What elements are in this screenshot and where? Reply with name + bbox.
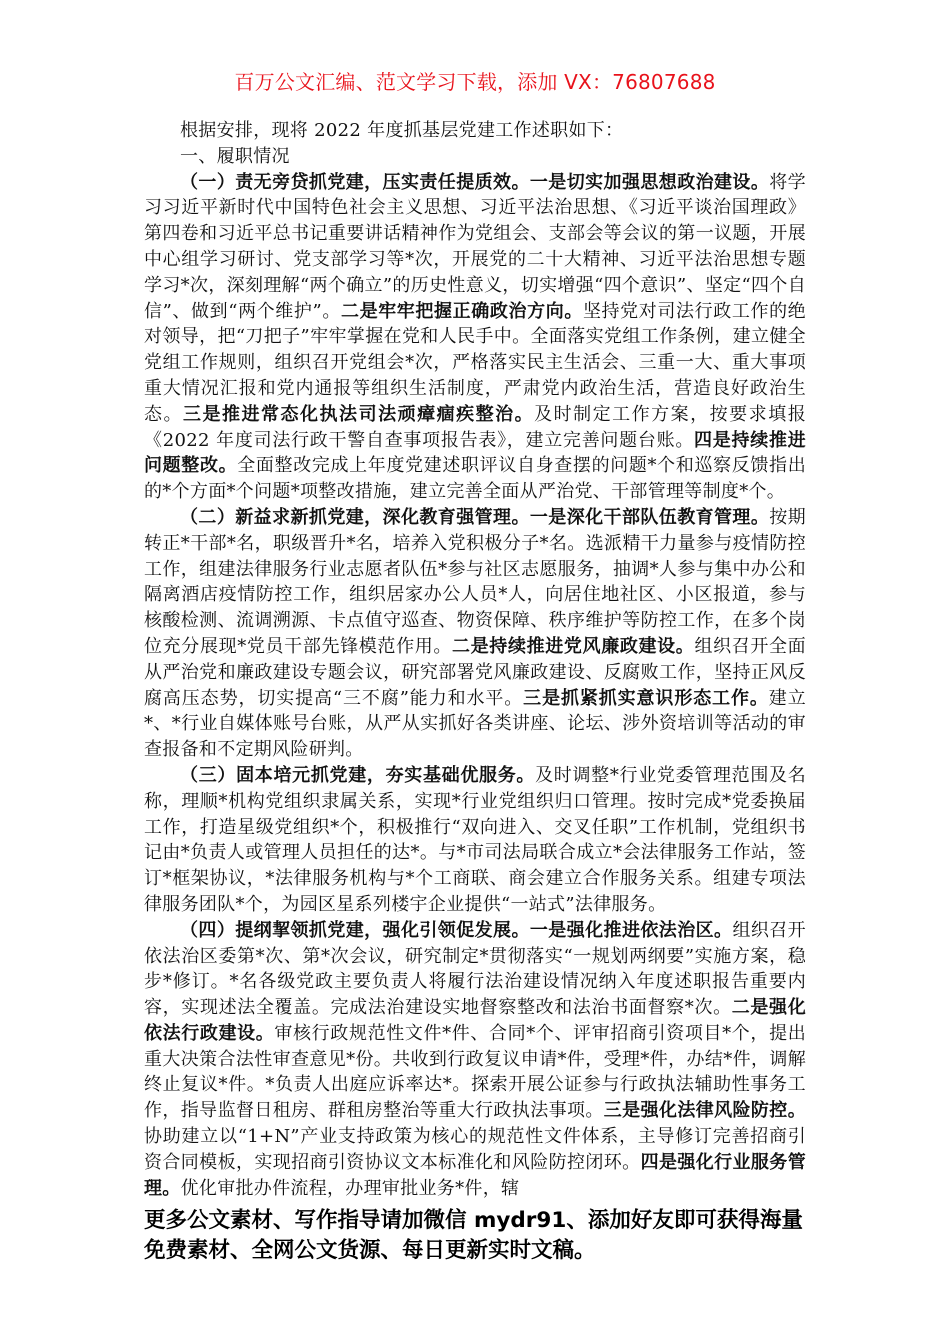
paragraph-4 [144, 918, 806, 1202]
report-body [144, 118, 806, 1201]
paragraph-2 [144, 505, 806, 763]
paragraph-1 [144, 170, 806, 505]
paragraph-4-point-1: 一是强化推进依法治区。 [529, 919, 733, 941]
paragraph-1-point-4: 四是持续推进问题整改。 [144, 429, 806, 477]
paragraph-4-text-2: 审核行政规范性文件*件、合同*个、评审招商引资项目*个，提出重大决策合法性审查意见*份。共收到行政复议申请*件，受理*件，办结*件，调解终止复议*件。*负责人出庭应诉率达*。探索开展公证参与行政执法辅助性事务工作，指导监督日租房、群租房整治等重大行政执法事项。 [144, 1022, 806, 1122]
paragraph-4-point-2: 二是强化依法行政建设。 [144, 997, 806, 1044]
paragraph-4-text-1: 组织召开依法治区委第*次、第*次会议，研究制定*贯彻落实“一规划两纲要”实施方案，稳步*修订。*名各级党政主要负责人将履行法治建设情况纳入年度述职报告重要内容，实现述法全覆盖。完成法治建设实地督察整改和法治书面督察*次。 [144, 919, 806, 1019]
paragraph-1-point-1: 一是切实加强思想政治建设。 [529, 171, 770, 193]
paragraph-1-point-2: 二是牢牢把握正确政治方向。 [340, 300, 583, 322]
paragraph-2-point-2: 二是持续推进党风廉政建设。 [452, 635, 695, 657]
paragraph-2-title: （二）新益求新抓党建，深化教育强管理。 [180, 506, 530, 528]
intro-paragraph: 根据安排，现将 2022 年度抓基层党建工作述职如下： [180, 120, 624, 141]
paragraph-1-text-3: 及时制定工作方案，按要求填报《2022 年度司法行政干警自查事项报告表》，建立完善问题台账。 [144, 403, 806, 451]
promo-footer: 更多公文素材、写作指导请加微信 mydr91、添加好友即可获得海量免费素材、全网公文货源、每日更新实时文稿。 [144, 1208, 803, 1263]
paragraph-1-point-3: 三是推进常态化执法司法顽瘴痼疾整治。 [183, 403, 535, 425]
paragraph-3-title: （三）固本培元抓党建，夯实基础优服务。 [180, 764, 536, 786]
section-heading: 一、履职情况 [180, 145, 290, 167]
paragraph-4-text-3: 协助建立以“1+N”产业支持政策为核心的规范性文件体系，主导修订完善招商引资合同模板，实现招商引资协议文本标准化和风险防控闭环。 [144, 1126, 806, 1173]
promo-banner: 百万公文汇编、范文学习下载，添加 VX：76807688 [234, 70, 716, 94]
paragraph-2-text-2: 组织召开全面从严治党和廉政建设专题会议，研究部署党风廉政建设、反腐败工作，坚持正风反腐高压态势，切实提高“三不腐”能力和水平。 [144, 635, 806, 709]
paragraph-2-point-3: 三是抓紧抓实意识形态工作。 [523, 687, 769, 709]
paragraph-1-text-1: 将学习习近平新时代中国特色社会主义思想、习近平法治思想、《习近平谈治国理政》第四卷和习近平总书记重要讲话精神作为党组会、支部会等会议的第一议题，开展中心组学习研讨、党支部学习等*次，开展党的二十大精神、习近平法治思想专题学习*次，深刻理解“两个确立”的历史性意义，切实增强“四个意识”、坚定“四个自信”、做到“两个维护”。 [144, 171, 806, 322]
paragraph-4-text-4: 优化审批办件流程，办理审批业务*件，辖 [180, 1177, 520, 1199]
paragraph-4-point-4: 四是强化行业服务管理。 [144, 1151, 806, 1199]
paragraph-2-text-3: 建立*、*行业自媒体账号台账，从严从实抓好各类讲座、论坛、涉外资培训等活动的审查报备和不定期风险研判。 [144, 687, 806, 761]
paragraph-3-text-1: 及时调整*行业党委管理范围及名称，理顺*机构党组织隶属关系，实现*行业党组织归口管理。按时完成*党委换届工作，打造星级党组织*个，积极推行“双向进入、交叉任职”工作机制，党组织书记由*负责人或管理人员担任的达*。与*市司法局联合成立*会法律服务工作站，签订*框架协议，*法律服务机构与*个工商联、商会建立合作服务关系。组建专项法律服务团队*个，为园区星系列楼宇企业提供“一站式”法律服务。 [144, 764, 807, 915]
paragraph-4-point-3: 三是强化法律风险防控。 [603, 1100, 806, 1122]
paragraph-2-text-1: 按期转正*干部*名，职级晋升*名，培养入党积极分子*名。选派精干力量参与疫情防控工作，组建法律服务行业志愿者队伍*参与社区志愿服务，抽调*人参与集中办公和隔离酒店疫情防控工作，组织居家办公人员*人，向居住地社区、小区报道，参与核酸检测、流调溯源、卡点值守巡查、物资保障、秩序维护等防控工作，在多个岗位充分展现*党员干部先锋模范作用。 [144, 506, 806, 657]
paragraph-1-text-2: 坚持党对司法行政工作的绝对领导，把“刀把子”牢牢掌握在党和人民手中。全面落实党组工作条例，建立健全党组工作规则，组织召开党组会*次，严格落实民主生活会、三重一大、重大事项重大情况汇报和党内通报等组织生活制度，严肃党内政治生活，营造良好政治生态。 [144, 300, 806, 425]
paragraph-1-text-4: 全面整改完成上年度党建述职评议自身查摆的问题*个和巡察反馈指出的*个方面*个问题*项整改措施，建立完善全面从严治党、干部管理等制度*个。 [144, 455, 807, 503]
paragraph-3 [144, 763, 806, 918]
paragraph-4-title: （四）提纲挈领抓党建，强化引领促发展。 [180, 919, 530, 941]
paragraph-1-title: （一）责无旁贷抓党建，压实责任提质效。 [180, 171, 530, 193]
paragraph-2-point-1: 一是深化干部队伍教育管理。 [529, 506, 770, 528]
